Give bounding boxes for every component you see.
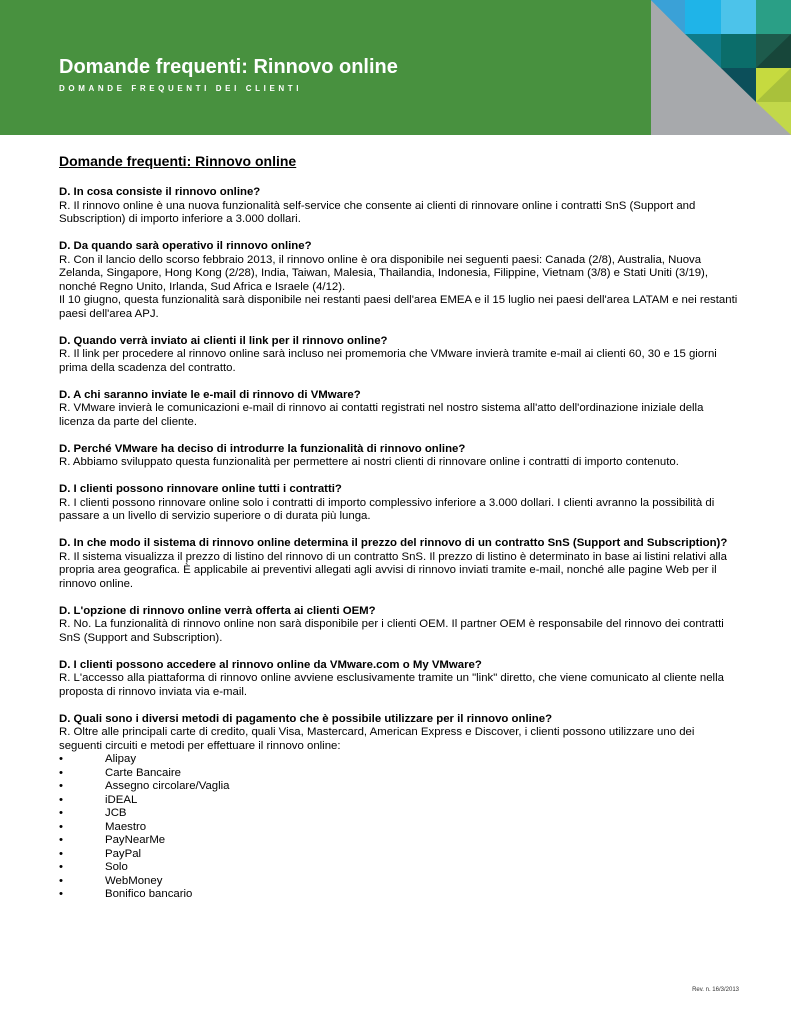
answer: R. Il link per procedere al rinnovo online sarà incluso nei promemoria che VMware invierà tramite e-mail ai clienti 60, 30 e 15 giorni prima della scadenza del contratto.: [59, 348, 717, 374]
payment-method: PayNearMe: [105, 834, 166, 846]
bullet-icon: •: [59, 793, 63, 806]
bullet-icon: •: [59, 888, 63, 900]
answer: R. Oltre alle principali carte di credito, quali Visa, Mastercard, American Express e Discover, i clienti possono utilizzare uno dei seguenti circuiti e metodi per effettuare il rinnovo online:: [59, 726, 695, 752]
qa-item: [59, 186, 739, 227]
qa-item: [59, 537, 739, 591]
answer: R. Il rinnovo online è una nuova funzionalità self-service che consente ai clienti di rinnovare online i contratti SnS (Support and Subscription) di importo inferiore a 3.000 dollari.: [59, 199, 696, 225]
bullet-icon: •: [59, 780, 63, 792]
qa-item: [59, 659, 739, 700]
header-banner: [0, 0, 791, 135]
qa-item: [59, 240, 739, 321]
list-item: [59, 861, 739, 875]
answer: R. I clienti possono rinnovare online solo i contratti di importo complessivo inferiore a 3.000 dollari. I clienti avranno la possibilità di passare a un livello di servizio superiore o di durata più lunga.: [59, 496, 715, 522]
question: D. Da quando sarà operativo il rinnovo online?: [59, 240, 312, 252]
payment-method: JCB: [105, 807, 127, 819]
payment-method: Maestro: [105, 820, 147, 833]
answer: R. Abbiamo sviluppato questa funzionalità per permettere ai nostri clienti di rinnovare online i contratti di importo contenuto.: [59, 456, 679, 468]
question: D. Quando verrà inviato ai clienti il link per il rinnovo online?: [59, 334, 388, 347]
bullet-icon: •: [59, 820, 63, 833]
list-item: [59, 821, 739, 835]
header-subtitle: DOMANDE FREQUENTI DEI CLIENTI: [59, 84, 303, 93]
qa-item: [59, 443, 739, 470]
answer: R. No. La funzionalità di rinnovo online non sarà disponibile per i clienti OEM. Il partner OEM è responsabile del rinnovo dei contratti SnS (Support and Subscription).: [59, 618, 724, 644]
list-item: [59, 767, 739, 781]
bullet-icon: •: [59, 766, 63, 779]
question: D. A chi saranno inviate le e-mail di rinnovo di VMware?: [59, 388, 361, 401]
list-item: [59, 753, 739, 767]
bullet-icon: •: [59, 861, 63, 873]
payment-method: WebMoney: [105, 874, 163, 887]
payment-method: PayPal: [105, 847, 142, 860]
qa-item: [59, 335, 739, 376]
qa-item-payment: [59, 713, 739, 902]
qa-item: [59, 483, 739, 524]
question: D. In che modo il sistema di rinnovo online determina il prezzo del rinnovo di un contratto SnS (Support and Subscription)?: [59, 537, 728, 549]
question: D. Perché VMware ha deciso di introdurre la funzionalità di rinnovo online?: [59, 442, 466, 455]
list-item: [59, 780, 739, 794]
section-title: Domande frequenti: Rinnovo online: [59, 153, 297, 169]
answer: R. VMware invierà le comunicazioni e-mail di rinnovo ai contatti registrati nel nostro sistema all'atto dell'ordinazione iniziale della licenza da parte del cliente.: [59, 402, 704, 428]
bullet-icon: •: [59, 834, 63, 846]
revision-note: Rev. n. 16/3/2013: [692, 987, 739, 993]
list-item: [59, 848, 739, 862]
payment-method: iDEAL: [105, 793, 138, 806]
qa-item: [59, 389, 739, 430]
answer: R. Il sistema visualizza il prezzo di listino del rinnovo di un contratto SnS. Il prezzo di listino è determinato in base ai listini relativi alla propria area geografica. È applicabile ai preventivi allegati agli avvisi di rinnovo inviati tramite e-mail, nonché alle pagine Web per il rinnovo online.: [59, 550, 727, 590]
payment-method: Alipay: [105, 753, 137, 765]
question: D. In cosa consiste il rinnovo online?: [59, 186, 261, 198]
question: D. I clienti possono rinnovare online tutti i contratti?: [59, 483, 342, 495]
list-item: [59, 794, 739, 808]
bullet-icon: •: [59, 807, 63, 819]
list-item: [59, 807, 739, 821]
list-item: [59, 888, 739, 902]
decorative-mosaic-graphic: [651, 0, 791, 135]
question: D. L'opzione di rinnovo online verrà offerta ai clienti OEM?: [59, 604, 376, 617]
payment-method: Solo: [105, 861, 128, 873]
payment-method: Assegno circolare/Vaglia: [105, 780, 230, 792]
payment-method: Carte Bancaire: [105, 766, 181, 779]
payment-method: Bonifico bancario: [105, 888, 193, 900]
answer: R. L'accesso alla piattaforma di rinnovo online avviene esclusivamente tramite un "link" diretto, che viene comunicato al cliente nella proposta di rinnovo inviata via e-mail.: [59, 672, 724, 698]
bullet-icon: •: [59, 753, 63, 765]
bullet-icon: •: [59, 874, 63, 887]
answer: R. Con il lancio dello scorso febbraio 2013, il rinnovo online è ora disponibile nei seguenti paesi: Canada (2/8), Australia, Nuova Zelanda, Singapore, Hong Kong (2/28), India, Taiwan, Malesia, Thailandia, Indonesia, Filippine, Vietnam (3/8) e Stati Uniti (3/19), nonché Regno Unito, Irlanda, Sud Africa e Israele (4/12).: [59, 253, 709, 293]
payment-method-list: [59, 753, 739, 902]
list-item: [59, 834, 739, 848]
question: D. Quali sono i diversi metodi di pagamento che è possibile utilizzare per il rinnovo online?: [59, 712, 553, 725]
answer: Il 10 giugno, questa funzionalità sarà disponibile nei restanti paesi dell'area EMEA e il 15 luglio nei paesi dell'area LATAM e nei restanti paesi dell'area APJ.: [59, 294, 738, 320]
bullet-icon: •: [59, 847, 63, 860]
main-content: [59, 153, 739, 915]
question: D. I clienti possono accedere al rinnovo online da VMware.com o My VMware?: [59, 658, 482, 671]
qa-item: [59, 605, 739, 646]
list-item: [59, 875, 739, 889]
header-title: Domande frequenti: Rinnovo online: [59, 56, 398, 78]
